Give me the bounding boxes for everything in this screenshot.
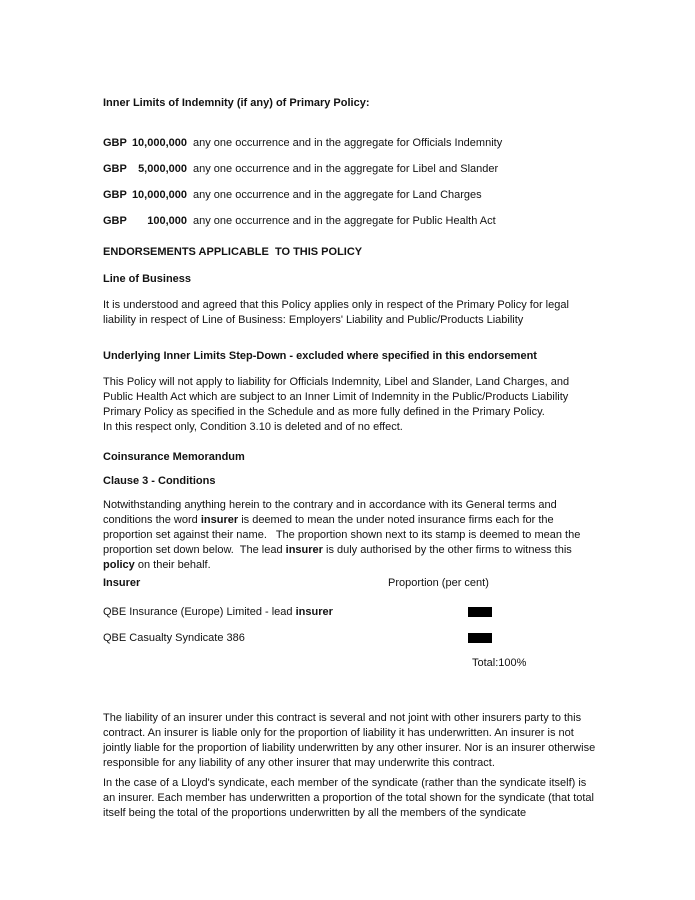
limit-currency: GBP xyxy=(103,137,127,149)
insurer-table-header xyxy=(103,576,596,591)
clause3-heading: Clause 3 - Conditions xyxy=(103,475,216,487)
step-down-body: This Policy will not apply to liability for Officials Indemnity, Libel and Slander, Land Charges, and Public Health Act which are subject to an Inner Limit of Indemnity in the Public/Products Liability Primary Policy as specified in the Schedule and as more fully defined in the Primary Policy. xyxy=(103,376,570,418)
limit-row xyxy=(103,188,596,203)
several-liability-paragraph: The liability of an insurer under this contract is several and not joint with other insurers party to this contract. An insurer is liable only for the proportion of liability it has underwritten. An insurer is not jointly liable for the proportion of liability underwritten by any other insurer. Nor is an insurer otherwise responsible for any liability of any other insurer that may underwrite this contract. xyxy=(103,712,596,769)
coinsurance-heading: Coinsurance Memorandum xyxy=(103,451,245,463)
proportion-redaction-bar xyxy=(468,607,492,617)
limit-amount: 10,000,000 xyxy=(131,137,187,149)
clause3-text: is duly authorised by the other firms to witness this xyxy=(322,544,575,556)
step-down-condition-note: In this respect only, Condition 3.10 is deleted and of no effect. xyxy=(103,421,403,433)
limit-row xyxy=(103,136,596,151)
clause3-bold-term: insurer xyxy=(285,544,323,556)
limit-row xyxy=(103,214,596,229)
proportion-redaction-bar xyxy=(468,633,492,643)
insurer-name: QBE Casualty Syndicate 386 xyxy=(103,632,245,644)
limit-amount: 5,000,000 xyxy=(138,163,187,175)
insurer-name: QBE Insurance (Europe) Limited - lead insurer xyxy=(103,606,333,618)
clause3-paragraph xyxy=(103,498,596,573)
lloyds-syndicate-paragraph: In the case of a Lloyd's syndicate, each member of the syndicate (rather than the syndicate itself) is an insurer. Each member has underwritten a proportion of the total shown for the syndicate (that total itself being the total of the proportions underwritten by all the members of the syndicate xyxy=(103,777,594,819)
step-down-heading: Underlying Inner Limits Step-Down - excluded where specified in this endorsement xyxy=(103,350,537,362)
insurer-column-header: Insurer xyxy=(103,577,141,589)
limit-row xyxy=(103,162,596,177)
inner-limits-heading: Inner Limits of Indemnity (if any) of Primary Policy: xyxy=(103,97,370,109)
limit-description: any one occurrence and in the aggregate for Officials Indemnity xyxy=(193,137,503,149)
limit-amount: 10,000,000 xyxy=(131,189,187,201)
limit-description: any one occurrence and in the aggregate for Land Charges xyxy=(193,189,482,201)
limit-currency: GBP xyxy=(103,189,127,201)
line-of-business-paragraph: It is understood and agreed that this Policy applies only in respect of the Primary Policy for legal liability in respect of Line of Business: Employers' Liability and Public/Products Liability xyxy=(103,299,569,326)
proportion-column-header: Proportion (per cent) xyxy=(388,577,489,589)
insurer-row xyxy=(103,631,596,646)
clause3-text: is deemed to mean the under noted insurance firms each for the proportion set against their name. The proportion shown next to its stamp is deemed to mean the proportion set down below. The lead xyxy=(103,514,584,556)
limit-description: any one occurrence and in the aggregate for Libel and Slander xyxy=(193,163,499,175)
clause3-bold-term: insurer xyxy=(200,514,239,526)
clause3-text: on their behalf. xyxy=(134,559,211,571)
proportion-total: Total:100% xyxy=(472,657,527,669)
limit-amount: 100,000 xyxy=(147,215,187,227)
limit-currency: GBP xyxy=(103,163,127,175)
clause3-text: Notwithstanding anything herein to the contrary and in accordance with its General terms and conditions the word xyxy=(103,499,560,526)
insurer-row xyxy=(103,605,596,620)
limit-currency: GBP xyxy=(103,215,127,227)
document-content xyxy=(103,96,596,821)
limit-description: any one occurrence and in the aggregate for Public Health Act xyxy=(193,215,496,227)
clause3-bold-term: policy xyxy=(103,559,135,571)
step-down-paragraph xyxy=(103,375,596,435)
line-of-business-heading: Line of Business xyxy=(103,273,192,285)
endorsements-heading: ENDORSEMENTS APPLICABLE TO THIS POLICY xyxy=(103,246,363,258)
